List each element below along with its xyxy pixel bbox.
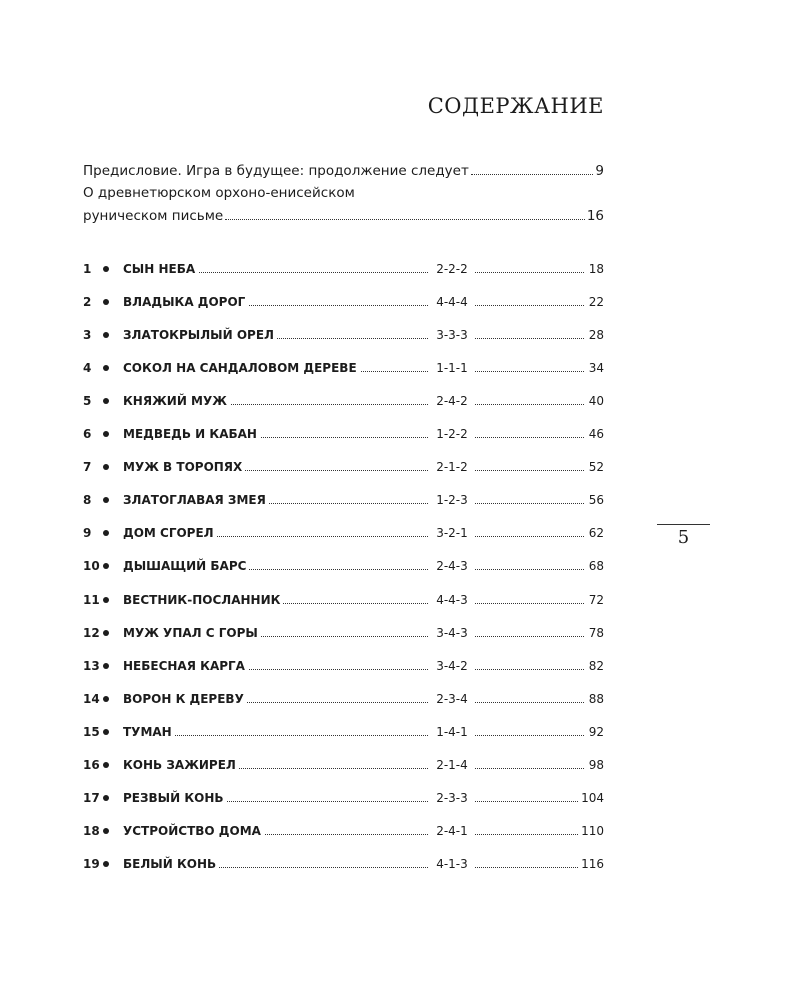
dot-leader xyxy=(475,790,584,802)
toc-entry-page: 34 xyxy=(588,361,604,376)
bullet-icon xyxy=(103,597,109,603)
dot-leader xyxy=(475,393,584,405)
toc-entry[interactable] xyxy=(83,757,604,773)
bullet-icon xyxy=(103,630,109,636)
bullet-icon xyxy=(103,332,109,338)
toc-entry[interactable] xyxy=(83,426,604,442)
toc-entry-code: 1-2-2 xyxy=(429,426,475,442)
dot-leader xyxy=(475,327,584,339)
bullet-icon xyxy=(103,729,109,735)
toc-entry-page: 18 xyxy=(588,262,604,276)
toc-entry-code: 2-4-1 xyxy=(429,823,475,839)
dot-leader xyxy=(475,426,584,438)
toc-entry-number: 3 xyxy=(83,328,92,343)
toc-entry-page: 40 xyxy=(588,394,604,409)
dot-leader xyxy=(475,757,584,769)
intro-entry-title: О древнетюрском орхоно-енисейском xyxy=(83,185,355,201)
toc-entry[interactable] xyxy=(83,823,604,839)
toc-entry[interactable] xyxy=(83,459,604,475)
toc-entry[interactable] xyxy=(83,592,604,608)
bullet-icon xyxy=(103,365,109,371)
toc-entry-code: 3-2-1 xyxy=(429,525,475,541)
toc-entry-code: 3-4-2 xyxy=(429,658,475,674)
bullet-icon xyxy=(103,663,109,669)
toc-entry-page: 98 xyxy=(588,757,604,772)
bullet-icon xyxy=(103,762,109,768)
toc-entry-code: 3-4-3 xyxy=(429,625,475,641)
dot-leader xyxy=(475,459,584,471)
toc-entry-title: ВОРОН К ДЕРЕВУ xyxy=(123,691,247,707)
toc-entry-number: 16 xyxy=(83,757,100,772)
bullet-icon xyxy=(103,431,109,437)
toc-entry[interactable] xyxy=(83,691,604,707)
toc-entry-title: БЕЛЫЙ КОНЬ xyxy=(123,856,219,872)
toc-entry-number: 2 xyxy=(83,295,92,310)
dot-leader xyxy=(475,823,584,835)
toc-entry-number: 5 xyxy=(83,394,92,409)
toc-entry-number: 10 xyxy=(83,559,100,574)
toc-entry-page: 116 xyxy=(581,856,604,871)
toc-entry-title: ЗЛАТОГЛАВАЯ ЗМЕЯ xyxy=(123,492,269,508)
dot-leader xyxy=(475,658,584,670)
dot-leader xyxy=(475,261,584,273)
toc-entry-page: 88 xyxy=(588,691,604,706)
dot-leader xyxy=(475,625,584,637)
toc-entry-title: НЕБЕСНАЯ КАРГА xyxy=(123,658,248,674)
toc-entry-number: 19 xyxy=(83,856,100,871)
toc-entry-number: 15 xyxy=(83,724,100,739)
toc-entry-page: 78 xyxy=(588,625,604,640)
intro-entry-page: 16 xyxy=(586,208,604,224)
intro-entry-title: Предисловие. Игра в будущее: продолжение следует xyxy=(83,163,469,179)
toc-entry-title: ДОМ СГОРЕЛ xyxy=(123,525,217,541)
toc-entry-number: 4 xyxy=(83,361,92,376)
toc-entry-page: 82 xyxy=(588,658,604,673)
toc-entry-number: 14 xyxy=(83,691,100,706)
toc-entry[interactable] xyxy=(83,558,604,574)
toc-entry[interactable] xyxy=(83,492,604,508)
toc-entry-title: МУЖ УПАЛ С ГОРЫ xyxy=(123,625,261,641)
toc-entry[interactable] xyxy=(83,856,604,872)
toc-entry-page: 92 xyxy=(588,724,604,739)
toc-entry-title: ВЕСТНИК-ПОСЛАННИК xyxy=(123,592,283,608)
toc-entry-code: 2-4-2 xyxy=(429,393,475,409)
intro-entry-title: руническом письме xyxy=(83,208,224,224)
bullet-icon xyxy=(103,563,109,569)
toc-entry[interactable] xyxy=(83,294,604,310)
toc-entry-title: КНЯЖИЙ МУЖ xyxy=(123,393,230,409)
toc-entry-code: 1-4-1 xyxy=(429,724,475,740)
toc-entry-title: МУЖ В ТОРОПЯХ xyxy=(123,459,245,475)
bullet-icon xyxy=(103,530,109,536)
toc-entry-code: 2-1-2 xyxy=(429,459,475,475)
toc-entry-page: 62 xyxy=(588,526,604,541)
bullet-icon xyxy=(103,398,109,404)
bullet-icon xyxy=(103,795,109,801)
toc-entry-title: ТУМАН xyxy=(123,724,175,740)
dot-leader xyxy=(475,724,584,736)
toc-entry-title: ВЛАДЫКА ДОРОГ xyxy=(123,294,248,310)
toc-entry-code: 4-1-3 xyxy=(429,856,475,872)
bullet-icon xyxy=(103,464,109,470)
toc-entry-title: ДЫШАЩИЙ БАРС xyxy=(123,558,249,574)
toc-entry[interactable] xyxy=(83,360,604,376)
toc-entry-code: 2-3-4 xyxy=(429,691,475,707)
toc-entry[interactable] xyxy=(83,393,604,409)
toc-entry-page: 104 xyxy=(581,790,604,805)
toc-entry-code: 1-2-3 xyxy=(429,492,475,508)
toc-entry-page: 46 xyxy=(588,427,604,442)
toc-entry[interactable] xyxy=(83,724,604,740)
toc-list xyxy=(83,0,604,1000)
toc-entry-number: 7 xyxy=(83,460,92,475)
dot-leader xyxy=(475,360,584,372)
toc-entry-page: 110 xyxy=(581,823,604,838)
bullet-icon xyxy=(103,828,109,834)
toc-entry-page: 52 xyxy=(588,460,604,475)
toc-entry[interactable] xyxy=(83,658,604,674)
toc-entry-code: 2-4-3 xyxy=(429,558,475,574)
toc-entry[interactable] xyxy=(83,525,604,541)
toc-entry-number: 12 xyxy=(83,625,100,640)
toc-entry-title: ЗЛАТОКРЫЛЫЙ ОРЕЛ xyxy=(123,327,277,343)
toc-entry-title: УСТРОЙСТВО ДОМА xyxy=(123,823,264,839)
toc-entry-code: 3-3-3 xyxy=(429,327,475,343)
toc-entry-number: 17 xyxy=(83,790,100,805)
toc-entry-title: СОКОЛ НА САНДАЛОВОМ ДЕРЕВЕ xyxy=(123,360,360,376)
toc-entry-number: 9 xyxy=(83,526,92,541)
toc-entry-code: 4-4-4 xyxy=(429,294,475,310)
dot-leader xyxy=(475,856,584,868)
dot-leader xyxy=(475,525,584,537)
toc-entry-page: 72 xyxy=(588,592,604,607)
toc-entry[interactable] xyxy=(83,790,604,806)
toc-entry-code: 1-1-1 xyxy=(429,360,475,376)
toc-entry-number: 1 xyxy=(83,262,92,276)
toc-entry-page: 22 xyxy=(588,295,604,310)
toc-entry-code: 2-1-4 xyxy=(429,757,475,773)
toc-entry-code: 2-3-3 xyxy=(429,790,475,806)
page-title: СОДЕРЖАНИЕ xyxy=(427,94,604,118)
toc-entry-page: 56 xyxy=(588,493,604,508)
toc-entry-title: СЫН НЕБА xyxy=(123,261,198,277)
toc-entry-number: 13 xyxy=(83,658,100,673)
toc-entry-title: КОНЬ ЗАЖИРЕЛ xyxy=(123,757,239,773)
toc-entry-code: 2-2-2 xyxy=(429,261,475,277)
bullet-icon xyxy=(103,696,109,702)
toc-entry-title: РЕЗВЫЙ КОНЬ xyxy=(123,790,227,806)
dot-leader xyxy=(475,691,584,703)
dot-leader xyxy=(475,294,584,306)
toc-entry-page: 68 xyxy=(588,559,604,574)
folio-rule xyxy=(657,524,710,525)
bullet-icon xyxy=(103,861,109,867)
page-number: 5 xyxy=(677,527,690,548)
toc-entry-number: 11 xyxy=(83,592,100,607)
toc-entry-number: 18 xyxy=(83,823,100,838)
toc-entry[interactable] xyxy=(83,261,604,277)
bullet-icon xyxy=(103,497,109,503)
intro-entry-page: 9 xyxy=(595,163,604,179)
toc-entry[interactable] xyxy=(83,625,604,641)
toc-entry-number: 8 xyxy=(83,493,92,508)
dot-leader xyxy=(475,592,584,604)
bullet-icon xyxy=(103,266,109,272)
dot-leader xyxy=(475,558,584,570)
toc-entry[interactable] xyxy=(83,327,604,343)
bullet-icon xyxy=(103,299,109,305)
dot-leader xyxy=(475,492,584,504)
toc-entry-title: МЕДВЕДЬ И КАБАН xyxy=(123,426,260,442)
toc-entry-code: 4-4-3 xyxy=(429,592,475,608)
toc-entry-page: 28 xyxy=(588,328,604,343)
toc-entry-number: 6 xyxy=(83,427,92,442)
